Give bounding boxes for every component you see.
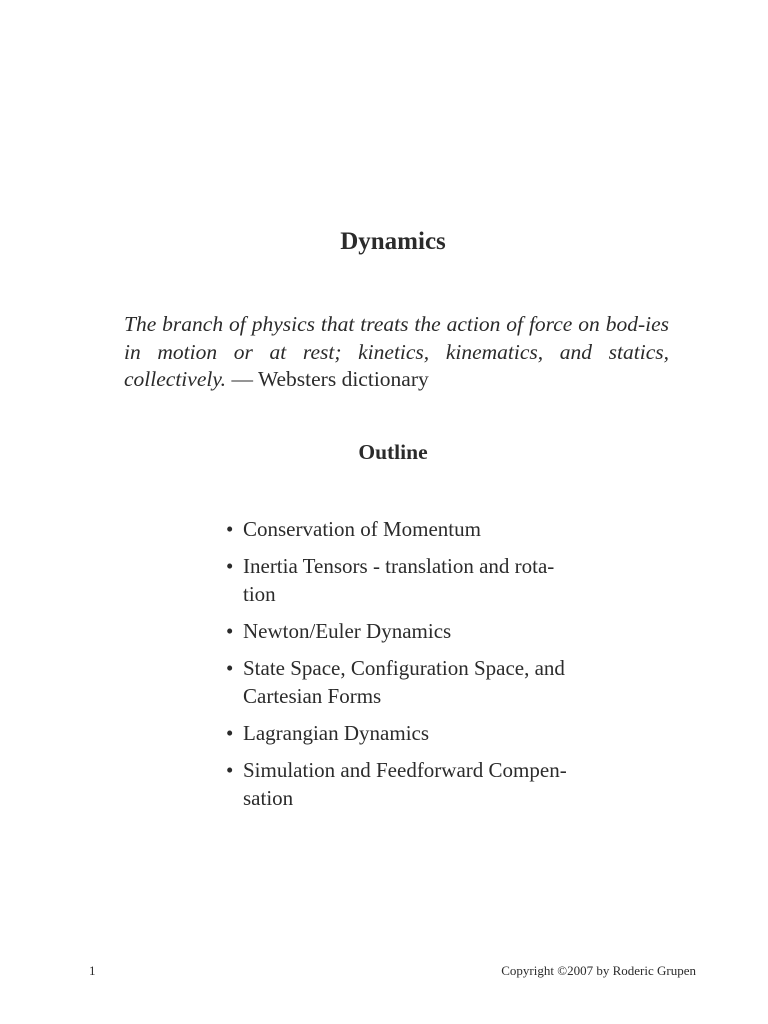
- page-number: 1: [89, 963, 96, 978]
- outline-item: [226, 515, 576, 543]
- outline-item-label: Lagrangian Dynamics: [243, 721, 430, 745]
- copyright-notice: Copyright ©2007 by Roderic Grupen: [501, 963, 696, 978]
- page-title: Dynamics: [340, 228, 446, 255]
- epigraph-quote: [124, 311, 669, 394]
- outline-item: [226, 719, 576, 747]
- outline-item: [226, 617, 576, 645]
- bullet-icon: •: [226, 619, 234, 643]
- quote-text: The branch of physics that treats the action of force on bod-ies in motion or at rest; kinetics, kinematics, and statics, collectively.: [124, 312, 669, 391]
- outline-item-label: State Space, Configuration Space, and Cartesian Forms: [243, 656, 565, 708]
- outline-item: [226, 552, 576, 608]
- bullet-icon: •: [226, 721, 234, 745]
- quote-dash: —: [226, 367, 258, 391]
- outline-item-label: Simulation and Feedforward Compen-sation: [243, 758, 567, 810]
- outline-item-label: Conservation of Momentum: [243, 517, 481, 541]
- outline-item: [226, 756, 576, 812]
- outline-item: [226, 654, 576, 710]
- bullet-icon: •: [226, 517, 234, 541]
- quote-source: Websters dictionary: [257, 367, 429, 391]
- outline-item-label: Newton/Euler Dynamics: [243, 619, 452, 643]
- outline-list: [226, 515, 576, 821]
- bullet-icon: •: [226, 758, 234, 782]
- outline-item-label: Inertia Tensors - translation and rota-tion: [243, 554, 555, 606]
- bullet-icon: •: [226, 554, 234, 578]
- outline-heading: Outline: [358, 440, 428, 464]
- bullet-icon: •: [226, 656, 234, 680]
